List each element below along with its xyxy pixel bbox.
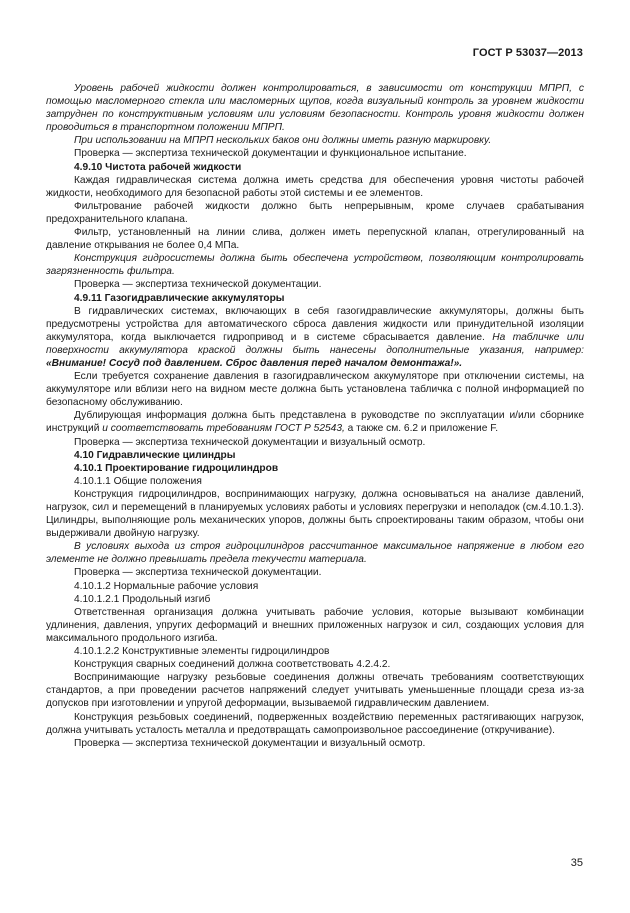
section-heading: 4.10 Гидравлические цилиндры bbox=[74, 449, 236, 461]
paragraph: Конструкция гидроцилиндров, воспринимающих нагрузку, должна основываться на анализе давлений, нагрузок, сил и перемещений в планируемых условиях работы и условиях перегрузки и неполадок (см.4.10.1.3). Цилиндры, выполняющие роль механических упоров, должны быть спроектированы таким образом, чтобы они выдерживали двойную нагрузку. bbox=[46, 488, 584, 540]
paragraph: Проверка — экспертиза технической документации и визуальный осмотр. bbox=[74, 436, 426, 448]
paragraph: Конструкция гидросистемы должна быть обеспечена устройством, позволяющим контролировать загрязненность фильтра. bbox=[46, 253, 584, 278]
paragraph-part: и соответствовать требованиям ГОСТ Р 52543, bbox=[102, 423, 345, 435]
paragraph: Проверка — экспертиза технической документации и визуальный осмотр. bbox=[74, 737, 426, 749]
paragraph: Фильтрование рабочей жидкости должно быть непрерывным, кроме случаев срабатывания предохранительного клапана. bbox=[46, 200, 584, 225]
paragraph: Уровень рабочей жидкости должен контролироваться, в зависимости от конструкции МПРП, с помощью масломерного стекла или масломерных щупов, когда визуальный контроль за уровнем жидкости затруднен по конструктивным условиям или условиям безопасности. Контроль уровня жидкости должен проводиться в транспортном положении МПРП. bbox=[46, 83, 584, 134]
paragraph: Каждая гидравлическая система должна иметь средства для обеспечения уровня чистоты рабочей жидкости, необходимого для безопасной работы этой системы и ее элементов. bbox=[46, 174, 584, 199]
paragraph: В условиях выхода из строя гидроцилиндров рассчитанное максимальное напряжение в любом его элементе не должно превышать предела текучести материала. bbox=[46, 541, 584, 566]
paragraph: Конструкция резьбовых соединений, подверженных воздействию переменных растягивающих нагрузок, должна учитывать усталость металла и предотвращать самопроизвольное рассоединение (откручивание). bbox=[46, 711, 584, 736]
paragraph bbox=[46, 409, 584, 435]
subsection-heading: 4.10.1.2 Нормальные рабочие условия bbox=[74, 580, 259, 592]
paragraph bbox=[46, 305, 584, 370]
subsection-heading: 4.10.1.2.1 Продольный изгиб bbox=[74, 593, 211, 605]
paragraph: Конструкция сварных соединений должна соответствовать 4.2.4.2. bbox=[74, 659, 391, 671]
subsection-heading: 4.10.1.1 Общие положения bbox=[74, 475, 202, 487]
paragraph-part: В гидравлических системах, включающих в себя газогидравлические аккумуляторы, должны быть предусмотрены устройства для автоматического сброса давления жидкости или принудительной изоляции аккумулятора, когда выключается гидропривод и в системе сбрасывается давление. bbox=[46, 305, 584, 343]
warning-text: «Внимание! Сосуд под давлением. Сброс давления перед началом демонтажа!». bbox=[46, 357, 463, 369]
paragraph: Фильтр, установленный на линии слива, должен иметь перепускной клапан, отрегулированный на давление открывания не более 0,4 МПа. bbox=[46, 227, 584, 252]
paragraph-part: а также см. 6.2 и приложение F. bbox=[347, 423, 499, 435]
paragraph: Если требуется сохранение давления в газогидравлическом аккумуляторе при отключении системы, на аккумуляторе или вблизи него на видном месте должна быть установлена табличка с полной информацией по безопасному обслуживанию. bbox=[46, 371, 584, 409]
paragraph: Воспринимающие нагрузку резьбовые соединения должны отвечать требованиям соответствующих стандартов, а при проведении расчетов напряжений следует учитывать уменьшенные площади среза из-за допусков при изготовлении и упругой деформации, вызываемой гидравлическим давлением. bbox=[46, 672, 584, 710]
document-id: ГОСТ Р 53037—2013 bbox=[472, 47, 583, 59]
paragraph: Проверка — экспертиза технической документации. bbox=[74, 279, 322, 291]
paragraph-part: На табличке или поверхности аккумулятора краской должны быть нанесены дополнительные указания, например: bbox=[46, 331, 585, 356]
paragraph-part: Дублирующая информация должна быть представлена в руководстве по эксплуатации и/или сборнике инструкций bbox=[46, 410, 584, 435]
page-body bbox=[46, 82, 584, 750]
section-heading: 4.9.11 Газогидравлические аккумуляторы bbox=[74, 292, 285, 304]
paragraph: Проверка — экспертиза технической документации и функциональное испытание. bbox=[74, 148, 467, 160]
paragraph: Проверка — экспертиза технической документации. bbox=[74, 567, 322, 579]
section-heading: 4.10.1 Проектирование гидроцилиндров bbox=[74, 462, 279, 474]
subsection-heading: 4.10.1.2.2 Конструктивные элементы гидроцилиндров bbox=[74, 646, 330, 658]
paragraph: При использовании на МПРП нескольких баков они должны иметь разную маркировку. bbox=[74, 135, 492, 147]
section-heading: 4.9.10 Чистота рабочей жидкости bbox=[74, 161, 242, 173]
paragraph: Ответственная организация должна учитывать рабочие условия, которые вызывают комбинации удлинения, давления, упругих деформаций и внешних приложенных нагрузок и сил, создающих условия для максимального продольного изгиба. bbox=[46, 606, 584, 644]
page-number: 35 bbox=[570, 857, 583, 869]
